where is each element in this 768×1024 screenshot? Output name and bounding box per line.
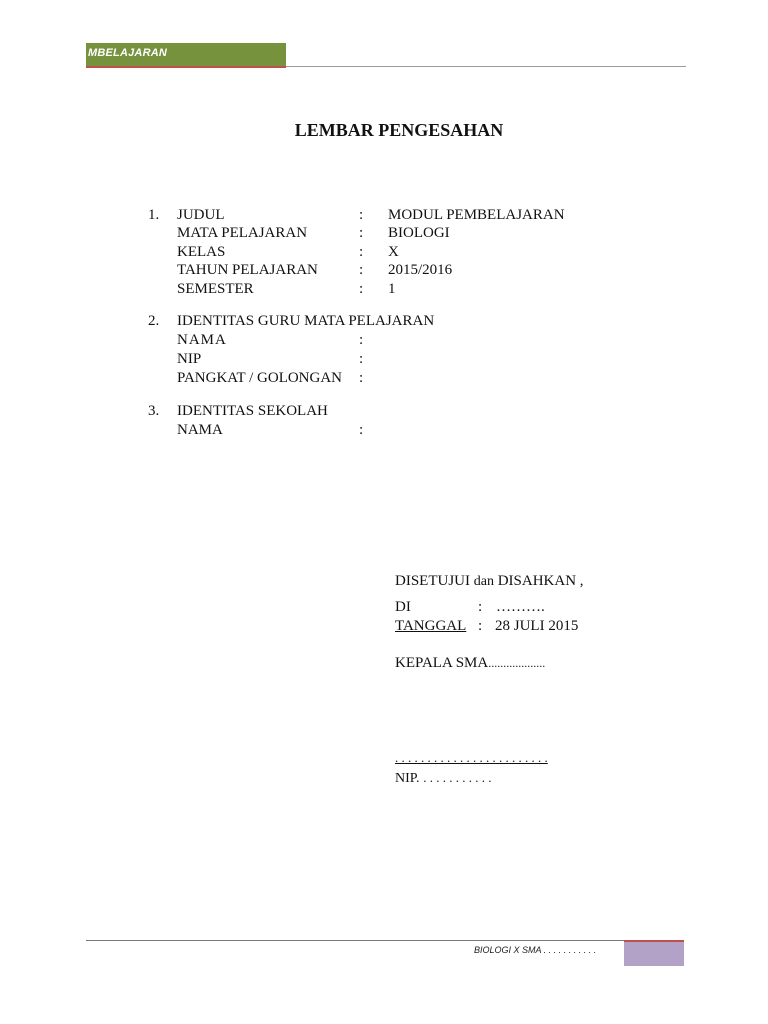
nip-colon: : [359,351,364,367]
sekolah-nama-label: NAMA [177,422,223,438]
footer-box [624,941,684,966]
semester-colon: : [359,281,364,297]
section-1-number: 1. [148,207,160,223]
date-label: TANGGAL [395,618,467,634]
kelas-colon: : [359,244,364,260]
header-tab-text: MBELAJARAN [88,47,167,59]
footer-rule [86,940,684,941]
page-title: LEMBAR PENGESAHAN [294,120,504,140]
kelas-label: KELAS [177,244,226,260]
header-rule-accent [86,66,286,68]
approval-nip-dots: . . . . . . . . . . . [423,770,492,785]
di-colon: : [478,599,483,615]
approval-nip-label: NIP. [395,771,420,786]
footer-box-accent [624,940,684,942]
tahun-pelajaran-label: TAHUN PELAJARAN [177,262,318,278]
footer-text: BIOLOGI X SMA . . . . . . . . . . . [474,945,597,955]
nip-label: NIP [177,351,202,367]
section-3-number: 3. [148,403,160,419]
semester-label: SEMESTER [177,281,254,297]
section-2-number: 2. [148,313,160,329]
section-3-heading: IDENTITAS SEKOLAH [177,403,328,419]
kelas-value: X [388,244,399,260]
guru-nama-label: NAMA [177,332,227,348]
di-label: DI [395,599,411,615]
mata-pelajaran-label: MATA PELAJARAN [177,225,308,241]
di-value: ………. [496,599,545,615]
judul-colon: : [359,207,364,223]
approval-statement [395,573,584,590]
judul-value: MODUL PEMBELAJARAN [388,207,565,223]
head-label: KEPALA SMA [395,655,489,671]
date-colon: : [478,618,483,634]
judul-label: JUDUL [177,207,225,223]
semester-value: 1 [388,281,396,297]
header-tab [86,43,286,66]
nip-row [395,770,492,787]
tahun-pelajaran-value: 2015/2016 [388,262,453,278]
head-of-school [395,655,545,672]
date-row [395,618,586,635]
section-2-heading: IDENTITAS GURU MATA PELAJARAN [177,313,435,329]
approval-prefix: DISETUJUI [395,573,470,589]
mata-pelajaran-colon: : [359,225,364,241]
signature-line: . . . . . . . . . . . . . . . . . . . . . . . . [395,750,548,765]
mata-pelajaran-value: BIOLOGI [388,225,450,241]
pangkat-golongan-label: PANGKAT / GOLONGAN [177,370,343,386]
guru-nama-colon: : [359,332,364,348]
date-value: 28 JULI 2015 [495,618,579,634]
pangkat-golongan-colon: : [359,370,364,386]
approval-suffix: DISAHKAN , [497,573,584,589]
tahun-pelajaran-colon: : [359,262,364,278]
approval-dan: dan [473,574,494,589]
head-dots: ................... [488,656,546,670]
sekolah-nama-colon: : [359,422,364,438]
